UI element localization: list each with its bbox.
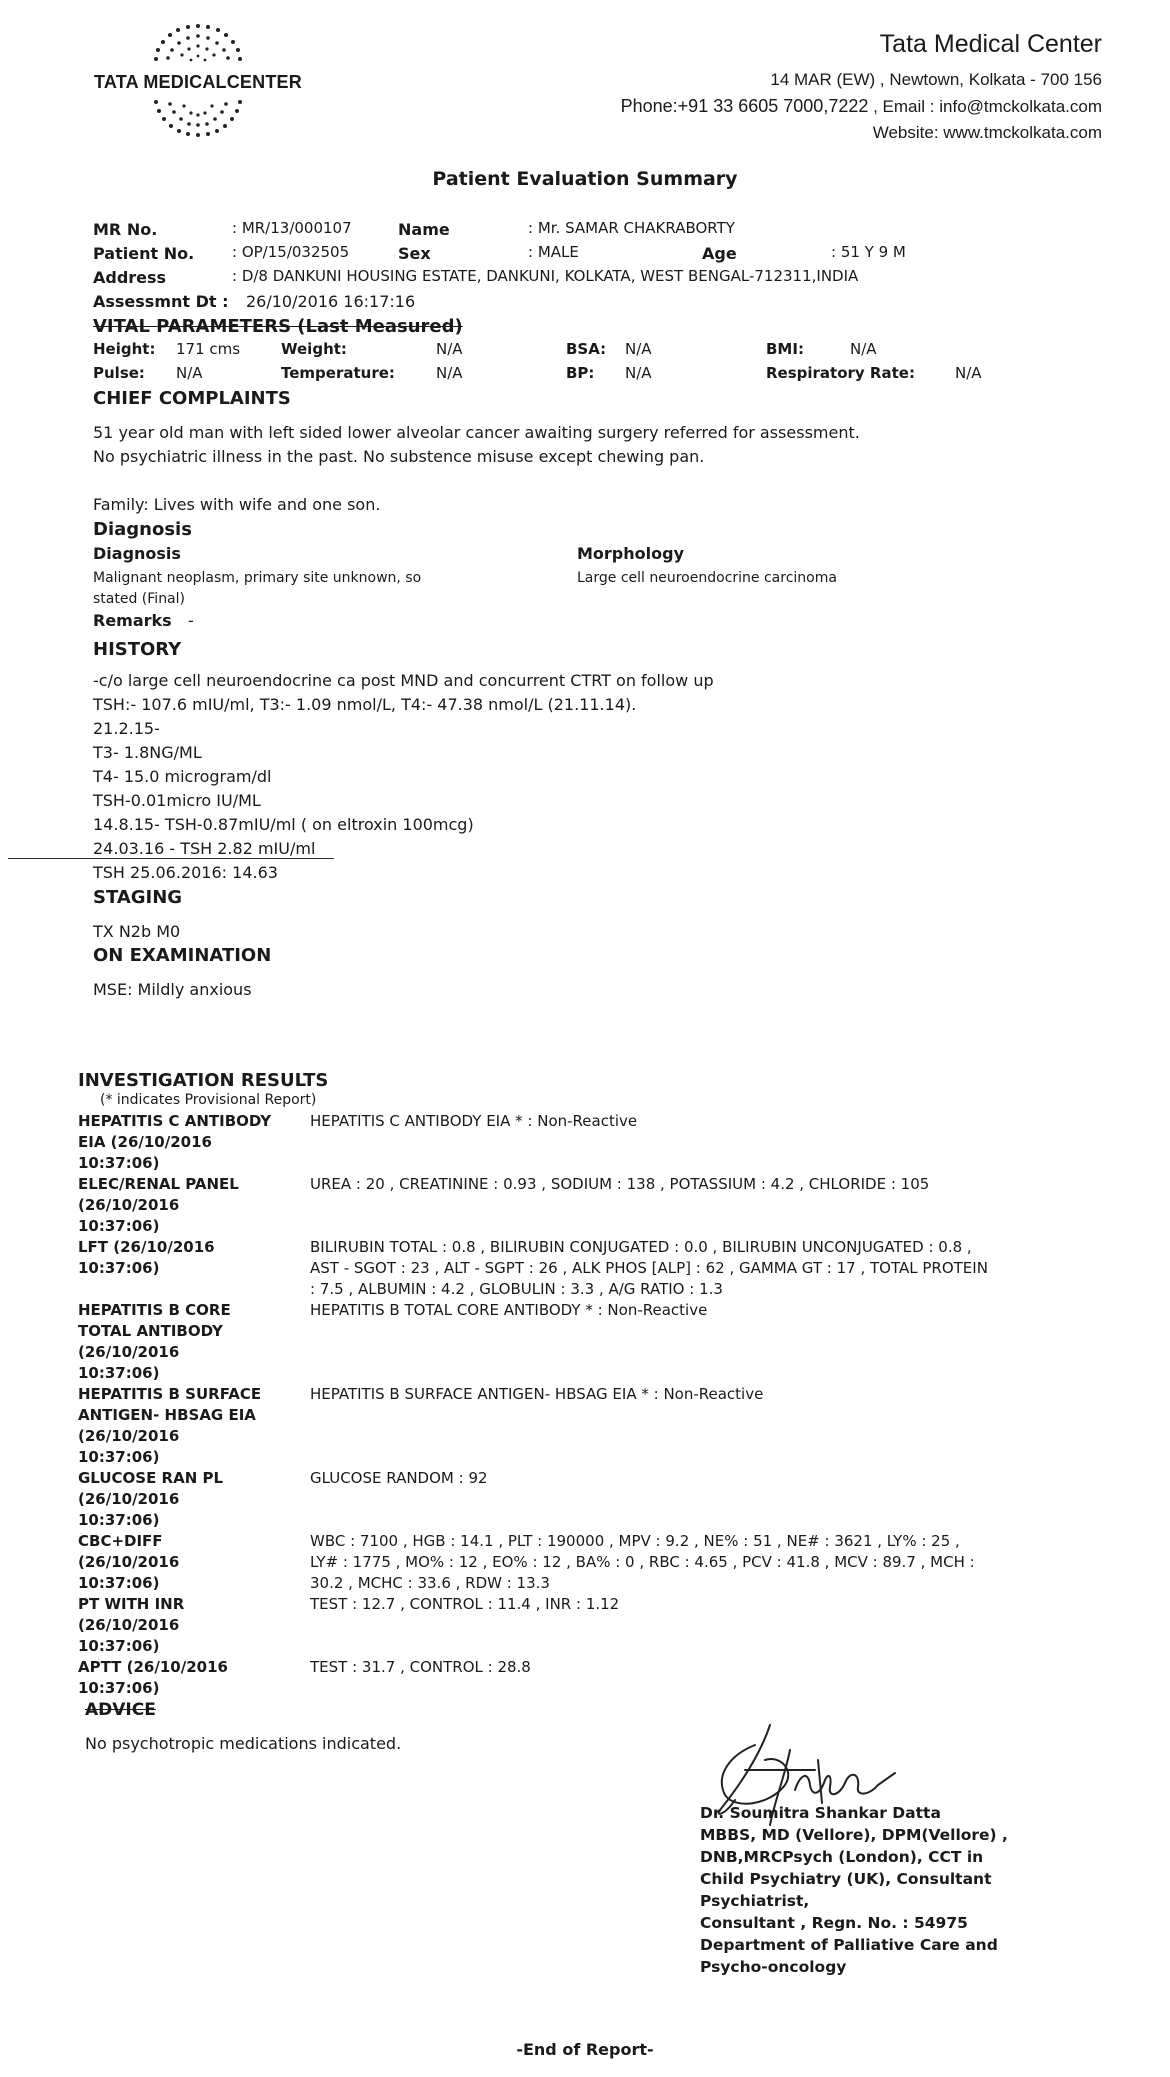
age-value: : 51 Y 9 M xyxy=(831,243,906,261)
logo xyxy=(88,18,308,143)
bmi-value: N/A xyxy=(850,340,877,358)
report-title: Patient Evaluation Summary xyxy=(432,168,738,190)
complaint-line: Family: Lives with wife and one son. xyxy=(93,495,381,514)
morphology-heading: Morphology xyxy=(577,544,684,563)
test-name-line: CBC+DIFF xyxy=(78,1532,163,1550)
test-result xyxy=(310,1594,619,1615)
test-result xyxy=(310,1300,707,1321)
address-label: Address xyxy=(93,268,167,287)
doctor-registration: Consultant , Regn. No. : 54975 xyxy=(700,1914,968,1932)
pulse-value: N/A xyxy=(176,364,203,382)
test-name-line: APTT (26/10/2016 xyxy=(78,1658,228,1676)
pen-mark xyxy=(8,858,334,859)
test-name xyxy=(78,1300,231,1384)
investigation-note: (* indicates Provisional Report) xyxy=(100,1092,317,1108)
doctor-qualification: Psychiatrist, xyxy=(700,1892,810,1910)
test-result-line: : 7.5 , ALBUMIN : 4.2 , GLOBULIN : 3.3 , A/G RATIO : 1.3 xyxy=(310,1280,723,1298)
history-line: T3- 1.8NG/ML xyxy=(93,743,202,762)
vitals-heading: VITAL PARAMETERS (Last Measured) xyxy=(93,316,463,337)
test-name xyxy=(78,1384,261,1468)
height-label: Height: xyxy=(93,340,156,358)
doctor-qualification: Child Psychiatry (UK), Consultant xyxy=(700,1870,992,1888)
test-name-line: HEPATITIS C ANTIBODY xyxy=(78,1112,272,1130)
test-result-line: BILIRUBIN TOTAL : 0.8 , BILIRUBIN CONJUGATED : 0.0 , BILIRUBIN UNCONJUGATED : 0.8 , xyxy=(310,1238,972,1256)
height-value: 171 cms xyxy=(176,340,241,358)
patno-value: : OP/15/032505 xyxy=(232,243,350,261)
pulse-label: Pulse: xyxy=(93,364,145,382)
test-name xyxy=(78,1657,228,1699)
history-line: TSH-0.01micro IU/ML xyxy=(93,791,261,810)
diagnosis-subheading: Diagnosis xyxy=(93,544,181,563)
org-name: Tata Medical Center xyxy=(879,30,1102,58)
test-name-line: (26/10/2016 xyxy=(78,1343,180,1361)
test-name-line: EIA (26/10/2016 xyxy=(78,1133,212,1151)
complaint-line: No psychiatric illness in the past. No substence misuse except chewing pan. xyxy=(93,447,705,466)
bsa-label: BSA: xyxy=(566,340,607,358)
weight-label: Weight: xyxy=(281,340,347,358)
test-result-line: HEPATITIS C ANTIBODY EIA * : Non-Reactive xyxy=(310,1112,638,1130)
rr-label: Respiratory Rate: xyxy=(766,364,915,382)
org-phone: Phone:+91 33 6605 7000,7222 xyxy=(620,96,869,116)
investigation-heading: INVESTIGATION RESULTS xyxy=(78,1070,329,1091)
test-name xyxy=(78,1174,239,1237)
test-name-line: (26/10/2016 xyxy=(78,1196,180,1214)
test-name-line: (26/10/2016 xyxy=(78,1427,180,1445)
test-name-line: 10:37:06) xyxy=(78,1679,160,1697)
logo-text: TATA MEDICALCENTER xyxy=(94,72,302,92)
test-name xyxy=(78,1531,179,1594)
test-name-line: 10:37:06) xyxy=(78,1217,160,1235)
test-result xyxy=(310,1657,531,1678)
advice-text: No psychotropic medications indicated. xyxy=(85,1734,402,1753)
test-name-line: (26/10/2016 xyxy=(78,1490,180,1508)
complaint-line: 51 year old man with left sided lower alveolar cancer awaiting surgery referred for assessment. xyxy=(93,423,860,442)
history-line: 14.8.15- TSH-0.87mIU/ml ( on eltroxin 100mcg) xyxy=(93,815,474,834)
test-name-line: ANTIGEN- HBSAG EIA xyxy=(78,1406,256,1424)
history-line: TSH 25.06.2016: 14.63 xyxy=(93,863,278,882)
test-result xyxy=(310,1237,988,1300)
bmi-label: BMI: xyxy=(766,340,804,358)
diagnosis-text: stated (Final) xyxy=(93,591,185,607)
end-of-report: -End of Report- xyxy=(516,2040,654,2059)
rr-value: N/A xyxy=(955,364,982,382)
test-name-line: TOTAL ANTIBODY xyxy=(78,1322,223,1340)
test-name-line: HEPATITIS B SURFACE xyxy=(78,1385,262,1403)
test-result xyxy=(310,1111,637,1132)
name-value: : Mr. SAMAR CHAKRABORTY xyxy=(528,219,735,237)
doctor-qualification: MBBS, MD (Vellore), DPM(Vellore) , xyxy=(700,1826,1008,1844)
test-result-line: TEST : 31.7 , CONTROL : 28.8 xyxy=(310,1658,531,1676)
age-label: Age xyxy=(702,244,737,263)
test-name-line: 10:37:06) xyxy=(78,1511,160,1529)
remarks-label: Remarks xyxy=(93,611,172,630)
test-result-line: HEPATITIS B TOTAL CORE ANTIBODY * : Non-Reactive xyxy=(310,1301,708,1319)
test-result-line: AST - SGOT : 23 , ALT - SGPT : 26 , ALK PHOS [ALP] : 62 , GAMMA GT : 17 , TOTAL PROTEIN xyxy=(310,1259,988,1277)
test-result-line: 30.2 , MCHC : 33.6 , RDW : 13.3 xyxy=(310,1574,550,1592)
assess-label: Assessmnt Dt : xyxy=(93,292,229,311)
contact-line xyxy=(621,96,1102,117)
test-name-line: 10:37:06) xyxy=(78,1637,160,1655)
org-address: 14 MAR (EW) , Newtown, Kolkata - 700 156 xyxy=(770,70,1102,89)
doctor-department: Department of Palliative Care and xyxy=(700,1936,998,1954)
test-name-line: 10:37:06) xyxy=(78,1154,160,1172)
test-result-line: GLUCOSE RANDOM : 92 xyxy=(310,1469,488,1487)
doctor-qualification: DNB,MRCPsych (London), CCT in xyxy=(700,1848,984,1866)
test-result-line: TEST : 12.7 , CONTROL : 11.4 , INR : 1.12 xyxy=(310,1595,620,1613)
test-name-line: (26/10/2016 xyxy=(78,1553,180,1571)
history-heading: HISTORY xyxy=(93,639,182,660)
test-name-line: GLUCOSE RAN PL xyxy=(78,1469,224,1487)
doctor-department: Psycho-oncology xyxy=(700,1958,847,1976)
examination-heading: ON EXAMINATION xyxy=(93,945,272,966)
test-name-line: 10:37:06) xyxy=(78,1574,160,1592)
sex-value: : MALE xyxy=(528,243,579,261)
staging-value: TX N2b M0 xyxy=(93,922,181,941)
test-name-line: ELEC/RENAL PANEL xyxy=(78,1175,239,1193)
examination-value: MSE: Mildly anxious xyxy=(93,980,252,999)
test-result xyxy=(310,1174,929,1195)
doctor-name: Dr. Soumitra Shankar Datta xyxy=(700,1804,941,1822)
address-value: : D/8 DANKUNI HOUSING ESTATE, DANKUNI, KOLKATA, WEST BENGAL-712311,INDIA xyxy=(232,267,859,285)
temp-value: N/A xyxy=(436,364,463,382)
weight-value: N/A xyxy=(436,340,463,358)
bp-value: N/A xyxy=(625,364,652,382)
sex-label: Sex xyxy=(398,244,431,263)
history-line: -c/o large cell neuroendocrine ca post MND and concurrent CTRT on follow up xyxy=(93,671,714,690)
morphology-text: Large cell neuroendocrine carcinoma xyxy=(577,570,837,586)
test-name xyxy=(78,1237,215,1279)
name-label: Name xyxy=(398,220,450,239)
test-name-line: 10:37:06) xyxy=(78,1448,160,1466)
chief-complaints-heading: CHIEF COMPLAINTS xyxy=(93,388,291,409)
org-email[interactable]: , Email : info@tmckolkata.com xyxy=(873,97,1102,116)
test-name-line: 10:37:06) xyxy=(78,1364,160,1382)
test-result xyxy=(310,1531,975,1594)
history-line: 24.03.16 - TSH 2.82 mIU/ml xyxy=(93,839,316,858)
test-result-line: LY# : 1775 , MO% : 12 , EO% : 12 , BA% : 0 , RBC : 4.65 , PCV : 41.8 , MCV : 89.7 , MCH : xyxy=(310,1553,975,1571)
test-name-line: 10:37:06) xyxy=(78,1259,160,1277)
diagnosis-heading: Diagnosis xyxy=(93,519,192,540)
test-name-line: HEPATITIS B CORE xyxy=(78,1301,231,1319)
test-name xyxy=(78,1111,271,1174)
diagnosis-text: Malignant neoplasm, primary site unknown, so xyxy=(93,570,422,586)
doctor-block xyxy=(700,1802,1008,1978)
remarks-value: - xyxy=(188,611,194,630)
test-result-line: UREA : 20 , CREATININE : 0.93 , SODIUM : 138 , POTASSIUM : 4.2 , CHLORIDE : 105 xyxy=(310,1175,930,1193)
test-name xyxy=(78,1468,223,1531)
staging-heading: STAGING xyxy=(93,887,183,908)
test-result xyxy=(310,1468,488,1489)
history-line: 21.2.15- xyxy=(93,719,160,738)
test-name xyxy=(78,1594,184,1657)
mr-value: : MR/13/000107 xyxy=(232,219,352,237)
advice-heading: ADVICE xyxy=(85,1700,156,1720)
mr-label: MR No. xyxy=(93,220,158,239)
test-result-line: WBC : 7100 , HGB : 14.1 , PLT : 190000 , MPV : 9.2 , NE% : 51 , NE# : 3621 , LY% : 25 , xyxy=(310,1532,960,1550)
test-name-line: (26/10/2016 xyxy=(78,1616,180,1634)
bsa-value: N/A xyxy=(625,340,652,358)
patno-label: Patient No. xyxy=(93,244,195,263)
temp-label: Temperature: xyxy=(281,364,395,382)
test-name-line: PT WITH INR xyxy=(78,1595,185,1613)
org-website[interactable]: Website: www.tmckolkata.com xyxy=(872,123,1102,142)
history-line: TSH:- 107.6 mIU/ml, T3:- 1.09 nmol/L, T4:- 47.38 nmol/L (21.11.14). xyxy=(93,695,637,714)
history-line: T4- 15.0 microgram/dl xyxy=(93,767,272,786)
bp-label: BP: xyxy=(566,364,595,382)
assess-value: 26/10/2016 16:17:16 xyxy=(246,292,416,311)
test-result xyxy=(310,1384,763,1405)
test-name-line: LFT (26/10/2016 xyxy=(78,1238,215,1256)
test-result-line: HEPATITIS B SURFACE ANTIGEN- HBSAG EIA * : Non-Reactive xyxy=(310,1385,764,1403)
